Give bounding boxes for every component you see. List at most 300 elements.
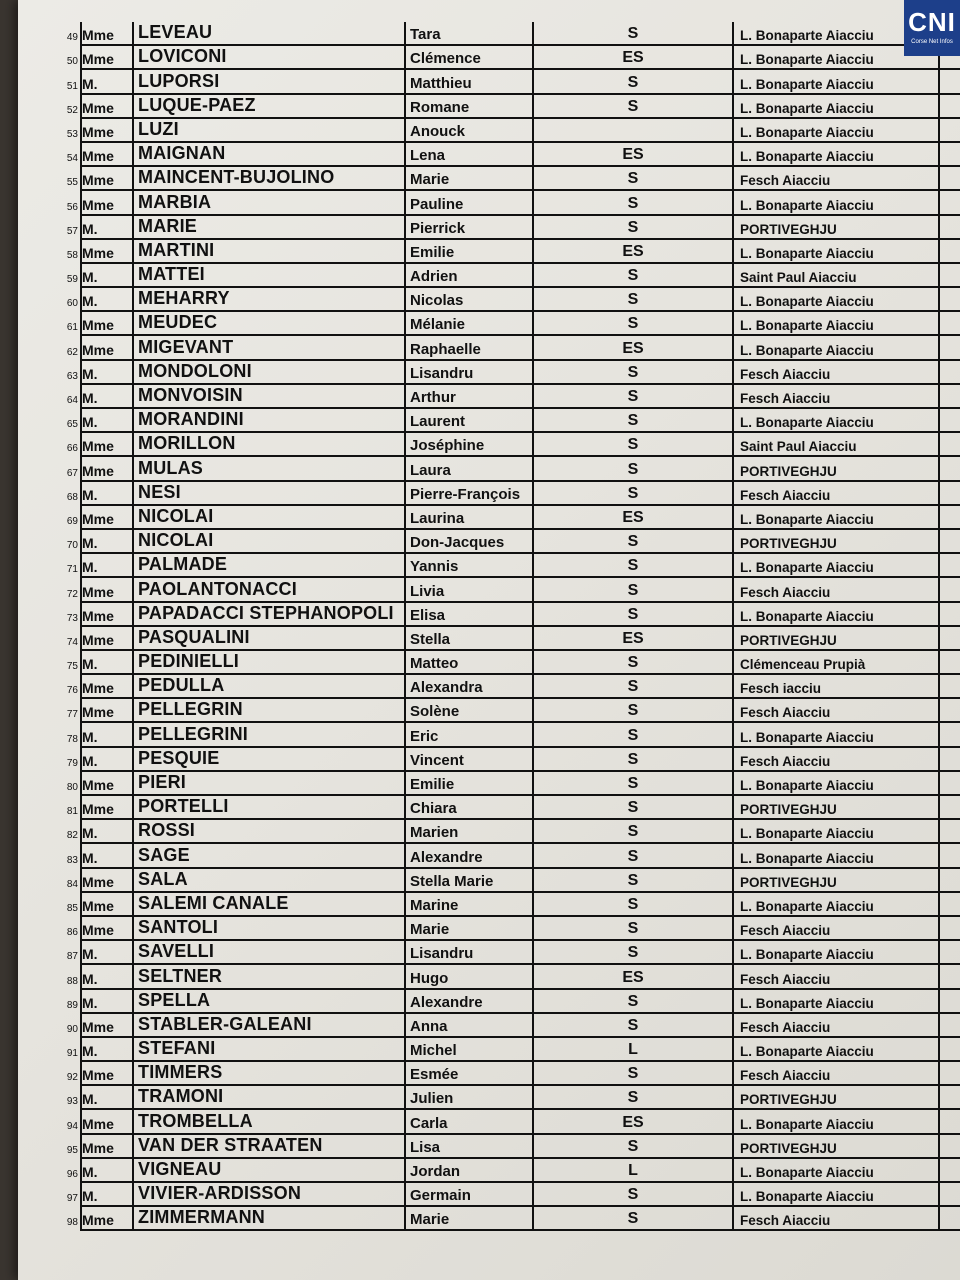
series-cell: ES	[534, 46, 734, 68]
civility-cell: M.	[80, 409, 134, 431]
surname-cell: PESQUIE	[134, 748, 406, 770]
firstname-cell: Alexandre	[406, 990, 534, 1012]
table-row	[66, 409, 960, 433]
row-number: 63	[66, 370, 78, 382]
table-row	[66, 167, 960, 191]
firstname-cell: Yannis	[406, 554, 534, 576]
firstname-cell: Marie	[406, 1207, 534, 1229]
civility-cell: M.	[80, 554, 134, 576]
school-cell: L. Bonaparte Aiacciu	[734, 941, 940, 963]
row-number: 71	[66, 564, 78, 576]
firstname-cell: Matthieu	[406, 70, 534, 92]
table-row	[66, 264, 960, 288]
series-cell: L	[534, 1038, 734, 1060]
table-row	[66, 844, 960, 868]
row-number: 57	[66, 225, 78, 237]
series-cell: S	[534, 1086, 734, 1108]
civility-cell: M.	[80, 651, 134, 673]
series-cell: ES	[534, 506, 734, 528]
table-row	[66, 1110, 960, 1134]
school-cell: L. Bonaparte Aiacciu	[734, 1038, 940, 1060]
firstname-cell: Vincent	[406, 748, 534, 770]
civility-cell: Mme	[80, 893, 134, 915]
surname-cell: LUPORSI	[134, 70, 406, 92]
surname-cell: SPELLA	[134, 990, 406, 1012]
row-number: 78	[66, 733, 78, 745]
civility-cell: Mme	[80, 627, 134, 649]
firstname-cell: Tara	[406, 22, 534, 44]
firstname-cell: Don-Jacques	[406, 530, 534, 552]
civility-cell: Mme	[80, 1062, 134, 1084]
school-cell: Fesch Aiacciu	[734, 917, 940, 939]
school-cell: L. Bonaparte Aiacciu	[734, 844, 940, 866]
firstname-cell: Elisa	[406, 603, 534, 625]
row-number: 98	[66, 1217, 78, 1229]
school-cell: Fesch Aiacciu	[734, 578, 940, 600]
row-number: 51	[66, 80, 78, 92]
table-row	[66, 191, 960, 215]
table-row	[66, 796, 960, 820]
firstname-cell: Pierre-François	[406, 482, 534, 504]
civility-cell: M.	[80, 385, 134, 407]
row-number: 89	[66, 999, 78, 1011]
table-row	[66, 118, 960, 143]
surname-cell: MEUDEC	[134, 312, 406, 334]
civility-cell: Mme	[80, 796, 134, 818]
surname-cell: VIVIER-ARDISSON	[134, 1183, 406, 1205]
school-cell: L. Bonaparte Aiacciu	[734, 288, 940, 310]
surname-cell: MONDOLONI	[134, 361, 406, 383]
row-number: 73	[66, 612, 78, 624]
surname-cell: SALEMI CANALE	[134, 893, 406, 915]
civility-cell: M.	[80, 1183, 134, 1205]
row-number: 67	[66, 467, 78, 479]
civility-cell: M.	[80, 216, 134, 238]
surname-cell: LOVICONI	[134, 46, 406, 68]
row-number: 76	[66, 685, 78, 697]
series-cell: S	[534, 22, 734, 44]
table-row	[66, 1207, 960, 1231]
table-row	[66, 626, 960, 651]
results-table	[66, 22, 960, 1231]
row-number: 92	[66, 1072, 78, 1084]
series-cell: L	[534, 1159, 734, 1181]
civility-cell: M.	[80, 264, 134, 286]
table-row	[66, 1013, 960, 1038]
firstname-cell: Adrien	[406, 264, 534, 286]
firstname-cell: Eric	[406, 723, 534, 745]
surname-cell: PELLEGRIN	[134, 699, 406, 721]
firstname-cell: Carla	[406, 1110, 534, 1132]
civility-cell: Mme	[80, 1014, 134, 1036]
firstname-cell: Germain	[406, 1183, 534, 1205]
surname-cell: MARIE	[134, 216, 406, 238]
firstname-cell: Marien	[406, 820, 534, 842]
series-cell: S	[534, 1014, 734, 1036]
school-cell: L. Bonaparte Aiacciu	[734, 409, 940, 431]
table-row	[66, 22, 960, 46]
row-number: 83	[66, 854, 78, 866]
table-row	[66, 360, 960, 385]
surname-cell: SALA	[134, 869, 406, 891]
school-cell: Fesch Aiacciu	[734, 385, 940, 407]
school-cell: L. Bonaparte Aiacciu	[734, 119, 940, 141]
table-row	[66, 505, 960, 530]
table-row	[66, 312, 960, 336]
row-number: 49	[66, 32, 78, 44]
firstname-cell: Marie	[406, 917, 534, 939]
school-cell: L. Bonaparte Aiacciu	[734, 506, 940, 528]
civility-cell: M.	[80, 941, 134, 963]
series-cell: S	[534, 820, 734, 842]
surname-cell: PORTELLI	[134, 796, 406, 818]
row-number: 79	[66, 757, 78, 769]
firstname-cell: Anna	[406, 1014, 534, 1036]
firstname-cell: Joséphine	[406, 433, 534, 455]
series-cell: S	[534, 554, 734, 576]
civility-cell: Mme	[80, 119, 134, 141]
school-cell: PORTIVEGHJU	[734, 796, 940, 818]
school-cell: L. Bonaparte Aiacciu	[734, 723, 940, 745]
firstname-cell: Jordan	[406, 1159, 534, 1181]
series-cell: S	[534, 869, 734, 891]
table-row	[66, 1183, 960, 1207]
series-cell: ES	[534, 143, 734, 165]
surname-cell: SAGE	[134, 844, 406, 866]
surname-cell: PELLEGRINI	[134, 723, 406, 745]
firstname-cell: Romane	[406, 95, 534, 117]
school-cell: L. Bonaparte Aiacciu	[734, 22, 940, 44]
logo-text: CNI	[908, 7, 956, 37]
firstname-cell: Laurent	[406, 409, 534, 431]
table-row	[66, 868, 960, 893]
surname-cell: VAN DER STRAATEN	[134, 1135, 406, 1157]
firstname-cell: Marine	[406, 893, 534, 915]
school-cell: Fesch Aiacciu	[734, 361, 940, 383]
row-number: 59	[66, 274, 78, 286]
table-row	[66, 747, 960, 772]
school-cell: Saint Paul Aiacciu	[734, 433, 940, 455]
row-number: 68	[66, 491, 78, 503]
table-row	[66, 1134, 960, 1159]
surname-cell: STEFANI	[134, 1038, 406, 1060]
row-number: 97	[66, 1193, 78, 1205]
school-cell: L. Bonaparte Aiacciu	[734, 312, 940, 334]
school-cell: Fesch Aiacciu	[734, 482, 940, 504]
civility-cell: Mme	[80, 1110, 134, 1132]
surname-cell: ROSSI	[134, 820, 406, 842]
series-cell: S	[534, 312, 734, 334]
surname-cell: VIGNEAU	[134, 1159, 406, 1181]
series-cell: S	[534, 530, 734, 552]
school-cell: Fesch Aiacciu	[734, 748, 940, 770]
civility-cell: Mme	[80, 506, 134, 528]
school-cell: Fesch Aiacciu	[734, 965, 940, 987]
firstname-cell: Alexandra	[406, 675, 534, 697]
row-number: 95	[66, 1144, 78, 1156]
row-number: 85	[66, 902, 78, 914]
school-cell: PORTIVEGHJU	[734, 216, 940, 238]
table-row	[66, 215, 960, 240]
civility-cell: Mme	[80, 312, 134, 334]
school-cell: L. Bonaparte Aiacciu	[734, 603, 940, 625]
row-number: 50	[66, 56, 78, 68]
civility-cell: Mme	[80, 336, 134, 358]
surname-cell: MARTINI	[134, 240, 406, 262]
civility-cell: M.	[80, 1086, 134, 1108]
firstname-cell: Pauline	[406, 191, 534, 213]
school-cell: Fesch Aiacciu	[734, 699, 940, 721]
series-cell: S	[534, 1183, 734, 1205]
table-row	[66, 723, 960, 747]
surname-cell: LUQUE-PAEZ	[134, 95, 406, 117]
firstname-cell: Laurina	[406, 506, 534, 528]
table-row	[66, 941, 960, 965]
school-cell: PORTIVEGHJU	[734, 869, 940, 891]
document-page	[18, 0, 960, 1280]
surname-cell: STABLER-GALEANI	[134, 1014, 406, 1036]
school-cell: L. Bonaparte Aiacciu	[734, 191, 940, 213]
series-cell: S	[534, 893, 734, 915]
surname-cell: MARBIA	[134, 191, 406, 213]
table-row	[66, 1062, 960, 1086]
school-cell: PORTIVEGHJU	[734, 1086, 940, 1108]
surname-cell: NESI	[134, 482, 406, 504]
table-row	[66, 288, 960, 312]
surname-cell: PASQUALINI	[134, 627, 406, 649]
row-number: 93	[66, 1096, 78, 1108]
surname-cell: SELTNER	[134, 965, 406, 987]
surname-cell: PEDINIELLI	[134, 651, 406, 673]
school-cell: Fesch Aiacciu	[734, 1207, 940, 1229]
series-cell: S	[534, 288, 734, 310]
school-cell: PORTIVEGHJU	[734, 627, 940, 649]
school-cell: L. Bonaparte Aiacciu	[734, 990, 940, 1012]
firstname-cell: Pierrick	[406, 216, 534, 238]
row-number: 77	[66, 709, 78, 721]
series-cell: S	[534, 433, 734, 455]
surname-cell: ZIMMERMANN	[134, 1207, 406, 1229]
school-cell: Fesch Aiacciu	[734, 1062, 940, 1084]
civility-cell: M.	[80, 748, 134, 770]
surname-cell: NICOLAI	[134, 506, 406, 528]
civility-cell: M.	[80, 482, 134, 504]
civility-cell: M.	[80, 844, 134, 866]
school-cell: L. Bonaparte Aiacciu	[734, 46, 940, 68]
surname-cell: MORANDINI	[134, 409, 406, 431]
series-cell: S	[534, 748, 734, 770]
table-row	[66, 94, 960, 119]
series-cell: S	[534, 191, 734, 213]
firstname-cell: Lena	[406, 143, 534, 165]
row-number: 94	[66, 1120, 78, 1132]
table-row	[66, 385, 960, 409]
row-number: 65	[66, 419, 78, 431]
surname-cell: PALMADE	[134, 554, 406, 576]
row-number: 96	[66, 1169, 78, 1180]
firstname-cell: Julien	[406, 1086, 534, 1108]
firstname-cell: Arthur	[406, 385, 534, 407]
civility-cell: Mme	[80, 699, 134, 721]
series-cell: S	[534, 941, 734, 963]
school-cell: Fesch iacciu	[734, 675, 940, 697]
civility-cell: M.	[80, 723, 134, 745]
school-cell: Fesch Aiacciu	[734, 1014, 940, 1036]
civility-cell: Mme	[80, 578, 134, 600]
civility-cell: M.	[80, 1038, 134, 1060]
cni-logo	[904, 0, 960, 56]
row-number: 74	[66, 636, 78, 648]
surname-cell: MATTEI	[134, 264, 406, 286]
school-cell: L. Bonaparte Aiacciu	[734, 336, 940, 358]
series-cell: S	[534, 95, 734, 117]
table-row	[66, 554, 960, 578]
series-cell: S	[534, 675, 734, 697]
series-cell: S	[534, 1135, 734, 1157]
school-cell: L. Bonaparte Aiacciu	[734, 1159, 940, 1181]
row-number: 58	[66, 249, 78, 261]
row-number: 86	[66, 927, 78, 939]
table-row	[66, 578, 960, 602]
row-number: 69	[66, 515, 78, 527]
civility-cell: Mme	[80, 1207, 134, 1229]
civility-cell: Mme	[80, 603, 134, 625]
firstname-cell: Stella Marie	[406, 869, 534, 891]
firstname-cell: Michel	[406, 1038, 534, 1060]
series-cell: S	[534, 361, 734, 383]
table-row	[66, 892, 960, 917]
series-cell: S	[534, 796, 734, 818]
table-row	[66, 1086, 960, 1110]
surname-cell: MORILLON	[134, 433, 406, 455]
table-row	[66, 651, 960, 675]
table-row	[66, 772, 960, 796]
firstname-cell: Anouck	[406, 119, 534, 141]
surname-cell: MAIGNAN	[134, 143, 406, 165]
civility-cell: M.	[80, 820, 134, 842]
firstname-cell: Nicolas	[406, 288, 534, 310]
row-number: 60	[66, 298, 78, 310]
series-cell: ES	[534, 336, 734, 358]
series-cell: S	[534, 917, 734, 939]
row-number: 55	[66, 177, 78, 189]
series-cell: ES	[534, 1110, 734, 1132]
row-number: 80	[66, 782, 78, 793]
series-cell: S	[534, 167, 734, 189]
table-row	[66, 530, 960, 554]
series-cell: S	[534, 990, 734, 1012]
table-row	[66, 820, 960, 844]
civility-cell: Mme	[80, 143, 134, 165]
civility-cell: Mme	[80, 191, 134, 213]
series-cell: S	[534, 723, 734, 745]
civility-cell: Mme	[80, 22, 134, 44]
series-cell: ES	[534, 627, 734, 649]
series-cell: S	[534, 651, 734, 673]
surname-cell: SANTOLI	[134, 917, 406, 939]
surname-cell: PAOLANTONACCI	[134, 578, 406, 600]
surname-cell: MAINCENT-BUJOLINO	[134, 167, 406, 189]
civility-cell: Mme	[80, 675, 134, 697]
row-number: 87	[66, 951, 78, 963]
series-cell: S	[534, 264, 734, 286]
row-number: 56	[66, 201, 78, 213]
surname-cell: MEHARRY	[134, 288, 406, 310]
civility-cell: Mme	[80, 433, 134, 455]
firstname-cell: Alexandre	[406, 844, 534, 866]
table-row	[66, 70, 960, 94]
school-cell: L. Bonaparte Aiacciu	[734, 893, 940, 915]
series-cell: S	[534, 699, 734, 721]
surname-cell: PAPADACCI STEPHANOPOLI	[134, 603, 406, 625]
firstname-cell: Esmée	[406, 1062, 534, 1084]
surname-cell: TROMBELLA	[134, 1110, 406, 1132]
school-cell: L. Bonaparte Aiacciu	[734, 554, 940, 576]
row-number: 64	[66, 395, 78, 406]
civility-cell: Mme	[80, 46, 134, 68]
firstname-cell: Raphaelle	[406, 336, 534, 358]
firstname-cell: Clémence	[406, 46, 534, 68]
series-cell: S	[534, 457, 734, 479]
school-cell: Fesch Aiacciu	[734, 167, 940, 189]
series-cell: S	[534, 1207, 734, 1229]
civility-cell: M.	[80, 530, 134, 552]
series-cell: S	[534, 772, 734, 794]
surname-cell: TRAMONI	[134, 1086, 406, 1108]
series-cell: S	[534, 216, 734, 238]
school-cell: L. Bonaparte Aiacciu	[734, 1183, 940, 1205]
series-cell: S	[534, 482, 734, 504]
table-row	[66, 457, 960, 481]
firstname-cell: Lisandru	[406, 361, 534, 383]
firstname-cell: Laura	[406, 457, 534, 479]
school-cell: Saint Paul Aiacciu	[734, 264, 940, 286]
series-cell: S	[534, 1062, 734, 1084]
civility-cell: Mme	[80, 1135, 134, 1157]
firstname-cell: Emilie	[406, 772, 534, 794]
firstname-cell: Chiara	[406, 796, 534, 818]
table-row	[66, 1159, 960, 1183]
school-cell: PORTIVEGHJU	[734, 457, 940, 479]
series-cell: S	[534, 70, 734, 92]
surname-cell: MULAS	[134, 457, 406, 479]
surname-cell: NICOLAI	[134, 530, 406, 552]
school-cell: PORTIVEGHJU	[734, 1135, 940, 1157]
civility-cell: Mme	[80, 772, 134, 794]
row-number: 91	[66, 1048, 78, 1060]
civility-cell: M.	[80, 990, 134, 1012]
row-number: 52	[66, 104, 78, 116]
school-cell: L. Bonaparte Aiacciu	[734, 70, 940, 92]
series-cell: ES	[534, 240, 734, 262]
surname-cell: PEDULLA	[134, 675, 406, 697]
row-number: 90	[66, 1023, 78, 1035]
table-row	[66, 965, 960, 989]
surname-cell: TIMMERS	[134, 1062, 406, 1084]
table-row	[66, 1038, 960, 1062]
surname-cell: LEVEAU	[134, 22, 406, 44]
series-cell: S	[534, 409, 734, 431]
surname-cell: PIERI	[134, 772, 406, 794]
firstname-cell: Marie	[406, 167, 534, 189]
table-row	[66, 239, 960, 264]
table-row	[66, 699, 960, 723]
row-number: 66	[66, 443, 78, 455]
row-number: 72	[66, 588, 78, 600]
civility-cell: Mme	[80, 869, 134, 891]
row-number: 75	[66, 661, 78, 673]
school-cell: L. Bonaparte Aiacciu	[734, 95, 940, 117]
